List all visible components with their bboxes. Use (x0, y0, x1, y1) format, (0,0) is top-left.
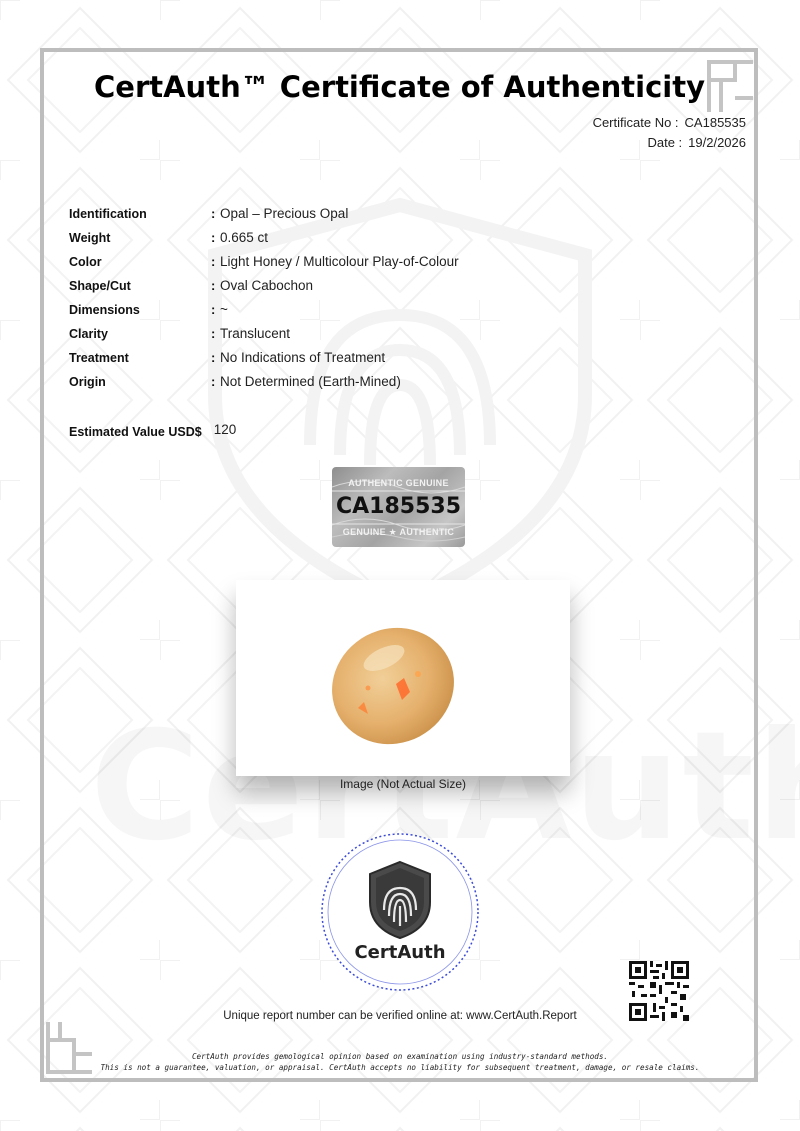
gem-image (236, 580, 570, 776)
certificate-number-label: Certificate No : (592, 115, 679, 130)
date-value: 19/2/2026 (688, 135, 746, 150)
estimated-value-label: Estimated Value USD$ (69, 425, 202, 439)
detail-label: Origin (69, 375, 106, 389)
detail-row-identification (69, 206, 459, 230)
detail-label: Identification (69, 207, 147, 221)
corner-ornament-top-right (705, 58, 757, 114)
detail-row-weight (69, 230, 459, 254)
detail-colon: : (211, 230, 216, 245)
fingerprint-shield-icon (370, 862, 430, 938)
detail-value: No Indications of Treatment (220, 350, 386, 365)
detail-value: ~ (220, 302, 228, 317)
estimated-value (69, 422, 236, 439)
detail-value: Not Determined (Earth-Mined) (220, 374, 401, 389)
detail-label: Treatment (69, 351, 129, 365)
detail-value: Oval Cabochon (220, 278, 314, 293)
estimated-value-amount: 120 (213, 422, 237, 437)
gem-image-caption: Image (Not Actual Size) (339, 777, 467, 791)
detail-colon: : (211, 254, 216, 269)
detail-row-treatment (69, 350, 459, 374)
detail-colon: : (211, 374, 216, 389)
hologram-code: CA185535 (335, 494, 462, 519)
detail-label: Clarity (69, 327, 108, 341)
detail-colon: : (211, 302, 216, 317)
detail-colon: : (211, 206, 216, 221)
detail-value: 0.665 ct (220, 230, 269, 245)
certificate-number (593, 115, 746, 130)
disclaimer-line-1: CertAuth provides gemological opinion based on examination using industry-standard methods. (191, 1052, 609, 1061)
detail-label: Weight (69, 231, 111, 245)
verification-note: Unique report number can be verified online at: www.CertAuth.Report (223, 1010, 577, 1022)
detail-row-dimensions (69, 302, 459, 326)
detail-row-shape-cut (69, 278, 459, 302)
detail-colon: : (211, 278, 216, 293)
hologram-top-text: AUTHENTIC GENUINE (348, 478, 449, 488)
detail-value: Translucent (220, 326, 291, 341)
disclaimer-line-2: This is not a guarantee, valuation, or appraisal. CertAuth accepts no liability for subsequent treatment, damage, or resale claims. (100, 1063, 700, 1072)
gem-details-table (69, 206, 459, 398)
detail-value: Light Honey / Multicolour Play-of-Colour (220, 254, 459, 269)
certificate-title: CertAuth™ Certificate of Authenticity (94, 70, 705, 104)
detail-label: Shape/Cut (69, 279, 131, 293)
disclaimer (0, 1051, 800, 1073)
hologram-bottom-text: GENUINE ★ AUTHENTIC (342, 527, 455, 537)
detail-value: Opal – Precious Opal (220, 206, 349, 221)
hologram-sticker (332, 467, 465, 547)
date-label: Date : (647, 135, 683, 150)
gem-image-card (236, 580, 570, 776)
detail-label: Color (69, 255, 102, 269)
seal-text: CertAuth (354, 942, 446, 963)
detail-colon: : (211, 350, 216, 365)
certificate-number-value: CA185535 (684, 115, 746, 130)
detail-row-color (69, 254, 459, 278)
detail-label: Dimensions (69, 303, 140, 317)
detail-colon: : (211, 326, 216, 341)
certauth-seal (318, 830, 482, 994)
certificate-date (647, 135, 746, 150)
detail-row-clarity (69, 326, 459, 350)
detail-row-origin (69, 374, 459, 398)
